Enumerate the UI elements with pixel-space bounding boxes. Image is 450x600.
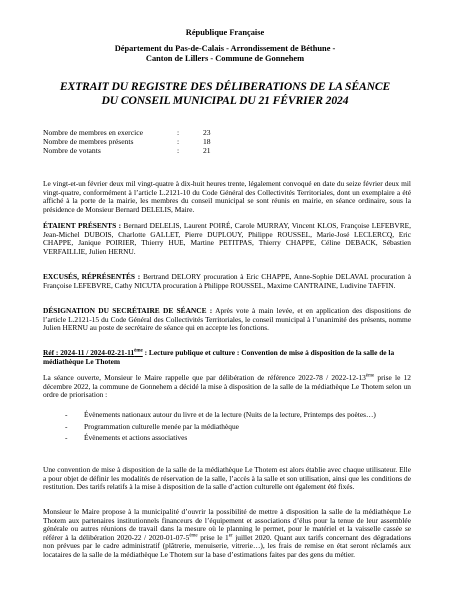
excuses-paragraph	[43, 273, 411, 290]
count-separator: :	[177, 137, 180, 146]
count-row-present	[43, 137, 223, 146]
bullet-marker: -	[65, 410, 68, 419]
list-item: - Évènements et actions associatives	[65, 433, 188, 443]
priority-list	[43, 411, 411, 446]
count-label: Nombre de membres présents	[43, 137, 134, 146]
presents-list: Bernard DELELIS, Laurent POIRÉ, Carole MURRAY, Vincent KLOS, Françoise LEFEBVRE, Jean-Michel DUBOIS, Charlotte GALLET, Pierre DUPLOUY, Philippe ROUSSEL, Marie-José LECLERCQ, Eric CHAPPE, Janique POIRIER, Thierry HUE, Martine PETITPAS, Thierry CHAPPE, Céline DEBACK, Sébastien VERFAILLIE, Julien HERNU.	[43, 221, 411, 256]
list-item: - Évènements nationaux autour du livre et de la lecture (Nuits de la lecture, Printemps des poètes…)	[65, 410, 376, 419]
intro-paragraph: Le vingt-et-un février deux mil vingt-quatre à dix-huit heures trente, légalement convoqué en date du seize février deux mil vingt-quatre, conformément à l’article L.2121-10 du Code Général des Collectivités Territoriales, dont un exemplaire a été affiché à la porte de la mairie, les membres du conseil municipal se sont réunis en mairie, en séance ordinaire, sous la présidence de Monsieur Bernard DELELIS, Maire.	[43, 179, 411, 214]
document-title-line-1: EXTRAIT DU REGISTRE DES DÉLIBERATIONS DE LA SÉANCE	[59, 80, 391, 93]
presents-label: ÉTAIENT PRÉSENTS :	[43, 221, 122, 230]
secretary-text: Après vote à main levée, et en application des dispositions de l’article L.2121-15 du Code Général des Collectivités Territoriales, le conseil municipal à l’unanimité des présents, nomme Julien HERNU au poste de secrétaire de séance qui en accepte les fonctions.	[43, 306, 411, 333]
secretary-label: DÉSIGNATION DU SECRÉTAIRE DE SÉANCE :	[43, 306, 213, 315]
count-value: 21	[203, 146, 211, 155]
bullet-marker: -	[65, 433, 68, 443]
count-value: 23	[203, 128, 211, 137]
session-paragraph: La séance ouverte, Monsieur le Maire rappelle que par délibération de référence 2022-78 / 2022-12-13ème prise le 12 décembre 2022, la commune de Gonnehem a décidé la mise à disposition de la salle de la médiathèque Le Thotem selon un ordre de priorisation :	[43, 373, 411, 400]
republic-heading: République Française	[185, 28, 265, 37]
document-title-line-2: DU CONSEIL MUNICIPAL DU 21 FÉVRIER 2024	[101, 94, 349, 107]
member-counts	[43, 128, 223, 155]
reference-title: : Lecture publique et culture : Convention de mise à disposition de la salle de la médiathèque Le Thotem	[43, 348, 395, 366]
count-label: Nombre de membres en exercice	[43, 128, 143, 137]
convention-paragraph: Une convention de mise à disposition de la salle de la médiathèque Le Thotem est alors établie avec chaque utilisateur. Elle a pour objet de définir les modalités de réservation de la salle, l’accès à la salle et son utilisation, ainsi que les conditions de restitution. Des tarifs relatifs à la mise à disposition de la salle d’action culturelle ont également été fixés.	[43, 465, 411, 492]
count-separator: :	[177, 146, 180, 155]
count-value: 18	[203, 137, 211, 146]
deliberation-reference	[43, 349, 411, 366]
department-heading: Département du Pas-de-Calais - Arrondissement de Béthune -	[114, 44, 336, 53]
presents-paragraph	[43, 222, 411, 256]
bullet-marker: -	[65, 421, 68, 431]
secretary-paragraph	[43, 307, 411, 333]
count-row-members	[43, 128, 223, 137]
count-row-voters	[43, 146, 223, 155]
count-separator: :	[177, 128, 180, 137]
reference-code: Réf : 2024-11 / 2024-02-21-11ème	[43, 348, 143, 357]
excuses-list: Bertrand DELORY procuration à Eric CHAPPE, Anne-Sophie DELAVAL procuration à Françoise LEFEBVRE, Cathy NICUTA procuration à Philippe ROUSSEL, Maxime CANTRAINE, Ludivine TAFFIN.	[43, 272, 411, 290]
canton-heading: Canton de Lillers - Commune de Gonnehem	[145, 54, 305, 63]
list-item: - Programmation culturelle menée par la médiathèque	[65, 421, 239, 431]
proposal-paragraph: Monsieur le Maire propose à la municipalité d’ouvrir la possibilité de mettre à disposition la salle de la médiathèque Le Thotem aux partenaires institutionnels financeurs de l’équipement et associations d’élus pour la tenue de leur assemblée générale ou autres réunions de travail dans la mesure où le planning le permet, pour le matériel et la vaisselle cassée se référer à la délibération 2020-22 / 2020-01-07-5ème prise le 1er juillet 2020. Quant aux tarifs concernant des dégradations non prévues par le cadre administratif (plâtrerie, menuiserie, vitrerie…), les frais de remise en état seront réclamés aux locataires de la salle de la médiathèque Le Thotem sur la base d’estimations faites par des gens du métier.	[43, 507, 411, 559]
excuses-label: EXCUSÉS, RÉPRÉSENTÉS :	[43, 272, 141, 281]
count-label: Nombre de votants	[43, 146, 101, 155]
